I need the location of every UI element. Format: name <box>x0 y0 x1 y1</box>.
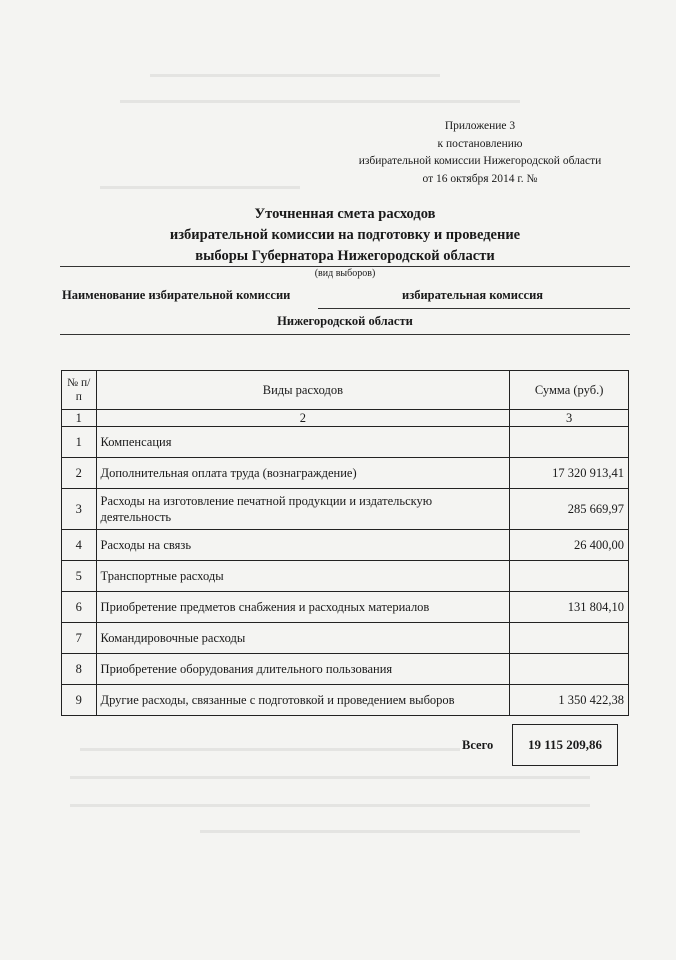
row-num: 8 <box>62 654 97 685</box>
header-num: № п/п <box>62 371 97 410</box>
row-sum <box>510 561 629 592</box>
header-sum: Сумма (руб.) <box>510 371 629 410</box>
table-header-row <box>62 371 629 410</box>
row-name: Расходы на связь <box>96 530 510 561</box>
row-name: Приобретение оборудования длительного пользования <box>96 654 510 685</box>
bleed-through-mark <box>120 100 520 103</box>
row-name: Другие расходы, связанные с подготовкой и проведением выборов <box>96 685 510 716</box>
row-name: Транспортные расходы <box>96 561 510 592</box>
bleed-through-mark <box>80 748 460 751</box>
expense-table <box>61 370 629 716</box>
title-line-3: выборы Губернатора Нижегородской области <box>195 248 495 264</box>
table-row <box>62 530 629 561</box>
row-sum: 26 400,00 <box>510 530 629 561</box>
table-row <box>62 654 629 685</box>
title-line-1: Уточненная смета расходов <box>254 206 436 222</box>
row-num: 9 <box>62 685 97 716</box>
bleed-through-mark <box>70 804 590 807</box>
appendix-line-2: к постановлению <box>437 137 523 150</box>
commission-underline-1 <box>318 308 630 309</box>
commission-name-part-1: избирательная комиссия <box>402 288 544 302</box>
row-name: Командировочные расходы <box>96 623 510 654</box>
election-kind-label: (вид выборов) <box>314 268 376 279</box>
row-name: Компенсация <box>96 427 510 458</box>
total-value: 19 115 209,86 <box>512 724 618 766</box>
header-type: Виды расходов <box>96 371 510 410</box>
appendix-header <box>345 118 615 188</box>
table-row <box>62 427 629 458</box>
document-title <box>60 204 630 267</box>
row-sum: 131 804,10 <box>510 592 629 623</box>
table-row <box>62 592 629 623</box>
row-sum: 1 350 422,38 <box>510 685 629 716</box>
total-label: Всего <box>462 738 494 752</box>
row-num: 5 <box>62 561 97 592</box>
row-num: 3 <box>62 489 97 530</box>
row-num: 7 <box>62 623 97 654</box>
appendix-line-3: избирательной комиссии Нижегородской области <box>358 155 602 167</box>
row-sum <box>510 427 629 458</box>
row-sum: 285 669,97 <box>510 489 629 530</box>
table-index-row <box>62 410 629 427</box>
table-row <box>62 685 629 716</box>
bleed-through-mark <box>100 186 300 189</box>
appendix-line-1: Приложение 3 <box>444 120 516 132</box>
row-name: Приобретение предметов снабжения и расходных материалов <box>96 592 510 623</box>
title-line-2: избирательной комиссии на подготовку и проведение <box>169 227 521 243</box>
row-name: Расходы на изготовление печатной продукции и издательскую деятельность <box>96 489 510 530</box>
table-row <box>62 561 629 592</box>
appendix-line-4: от 16 октября 2014 г. № <box>422 172 538 185</box>
bleed-through-mark <box>200 830 580 833</box>
commission-underline-2 <box>60 334 630 335</box>
row-num: 2 <box>62 458 97 489</box>
row-sum: 17 320 913,41 <box>510 458 629 489</box>
row-name: Дополнительная оплата труда (вознаграждение) <box>96 458 510 489</box>
row-sum <box>510 623 629 654</box>
table-row <box>62 489 629 530</box>
index-cell: 2 <box>96 410 510 427</box>
commission-name-part-2: Нижегородской области <box>277 314 413 328</box>
row-num: 1 <box>62 427 97 458</box>
title-underline <box>60 266 630 267</box>
row-num: 4 <box>62 530 97 561</box>
index-cell: 3 <box>510 410 629 427</box>
bleed-through-mark <box>70 776 590 779</box>
table-row <box>62 458 629 489</box>
table-row <box>62 623 629 654</box>
row-num: 6 <box>62 592 97 623</box>
row-sum <box>510 654 629 685</box>
bleed-through-mark <box>150 74 440 77</box>
commission-label: Наименование избирательной комиссии <box>62 288 291 302</box>
index-cell: 1 <box>62 410 97 427</box>
